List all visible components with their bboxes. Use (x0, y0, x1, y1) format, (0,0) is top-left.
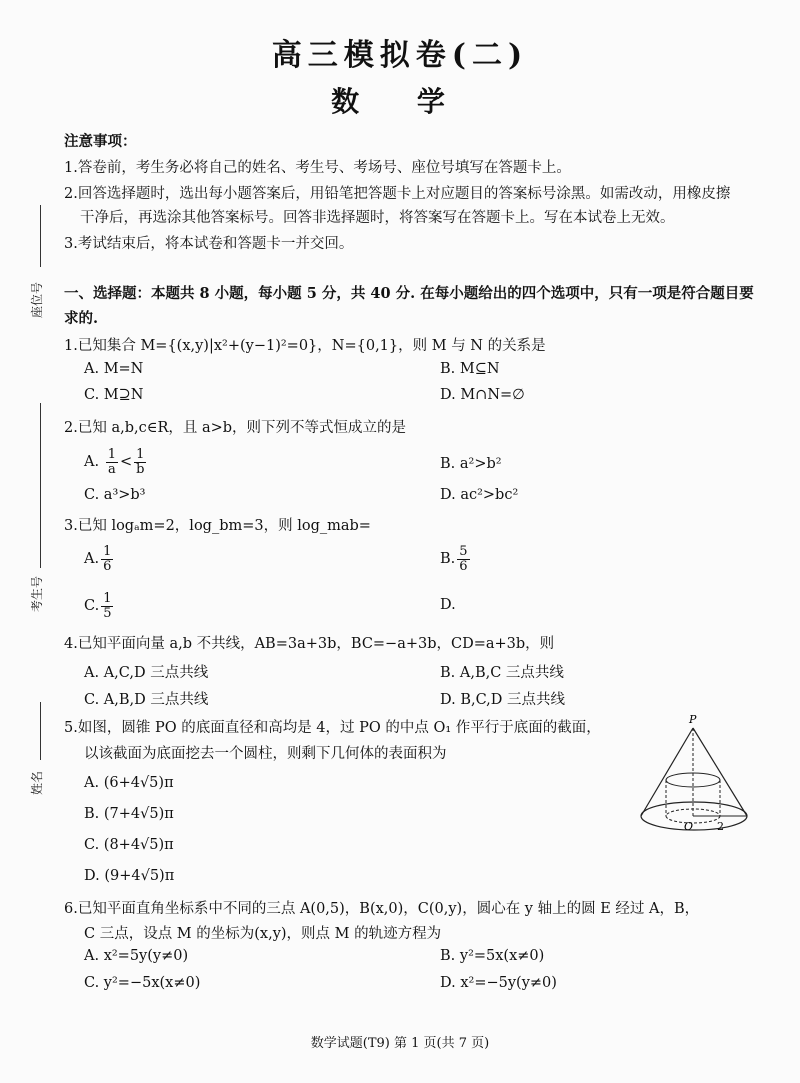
q3-option-a: A. $\frac{1}{6}$ (84, 544, 112, 574)
q3-stem: 3.已知 logₐm=2，log_bm=3，则 log_mab= (64, 518, 371, 534)
q3-option-c: C. $\frac{1}{5}$ (84, 591, 112, 621)
q5-stem-cont: 以该截面为底面挖去一个圆柱，则剩下几何体的表面积为 (84, 746, 447, 762)
q6-option-b: B. y²=5x(x≠0) (440, 948, 545, 964)
notice-item: 2.回答选择题时，选出每小题答案后，用铅笔把答题卡上对应题目的答案标号涂黑。如需改动，用橡皮擦 (64, 186, 731, 202)
q4-stem: 4.已知平面向量 a,b 不共线，AB=3a+3b，BC=−a+3b，CD=a+3b，则 (64, 636, 555, 652)
q6-stem-cont: C 三点，设点 M 的坐标为(x,y)，则点 M 的轨迹方程为 (84, 926, 442, 942)
q5-option-a: A. (6+4√5)π (84, 775, 174, 791)
notice-heading: 注意事项： (64, 133, 137, 150)
q2-option-b: B. a²>b² (440, 456, 502, 472)
q1-stem: 1.已知集合 M={(x,y)|x²+(y−1)²=0}，N={0,1}，则 M 与 N 的关系是 (64, 338, 546, 354)
q3-option-b: B. $\frac{5}{6}$ (440, 544, 468, 574)
q6-option-a: A. x²=5y(y≠0) (84, 948, 189, 964)
exam-title: 高三模拟卷(二) (271, 38, 529, 73)
q4-option-c: C. A,B,D 三点共线 (84, 692, 209, 708)
q3-option-d: D. (440, 597, 456, 613)
section-heading: 一、选择题：本题共 8 小题，每小题 5 分，共 40 分. 在每小题给出的四个选项中，只有一项是符合题目要 (64, 285, 754, 302)
seat-label: 座位号 (30, 281, 44, 318)
q5-stem: 5.如图，圆锥 PO 的底面直径和高均是 4，过 PO 的中点 O₁ 作平行于底面的截面， (64, 720, 601, 736)
page-footer: 数学试题(T9) 第 1 页(共 7 页) (310, 1036, 490, 1051)
section-heading-cont: 求的. (64, 310, 99, 327)
q1-option-c: C. M⊇N (84, 387, 144, 403)
exam-no-label: 考生号 (30, 575, 44, 612)
q2-option-a: A. $\frac{1}{a}$ < $\frac{1}{b}$ (84, 447, 145, 477)
q6-option-c: C. y²=−5x(x≠0) (84, 975, 201, 991)
q2-option-c: C. a³>b³ (84, 487, 146, 503)
name-line (40, 702, 41, 760)
subject-title: 数 学 (331, 85, 469, 118)
name-label: 姓名 (30, 770, 44, 795)
cone-apex-label: P (689, 713, 697, 726)
q5-option-b: B. (7+4√5)π (84, 806, 174, 822)
q4-option-a: A. A,C,D 三点共线 (84, 665, 209, 681)
q4-option-d: D. B,C,D 三点共线 (440, 692, 566, 708)
cone-figure (635, 712, 755, 842)
cone-left-edge (641, 728, 693, 816)
q1-option-a: A. M=N (84, 361, 144, 377)
cone-center-label: O (684, 820, 694, 833)
notice-item: 干净后，再选涂其他答案标号。回答非选择题时，将答案写在答题卡上。写在本试卷上无效。 (80, 210, 675, 226)
q2-stem: 2.已知 a,b,c∈R，且 a>b，则下列不等式恒成立的是 (64, 420, 407, 436)
q4-option-b: B. A,B,C 三点共线 (440, 665, 564, 681)
q2-option-d: D. ac²>bc² (440, 487, 519, 503)
q6-stem: 6.已知平面直角坐标系中不同的三点 A(0,5)，B(x,0)，C(0,y)，圆心在 y 轴上的圆 E 经过 A，B， (64, 901, 700, 917)
exam-no-line (40, 403, 41, 568)
q1-option-d: D. M∩N=∅ (440, 387, 525, 403)
q5-option-d: D. (9+4√5)π (84, 868, 175, 884)
notice-item: 1.答卷前，考生务必将自己的姓名、考生号、考场号、座位号填写在答题卡上。 (64, 160, 571, 176)
cone-radius-label: 2 (717, 820, 724, 833)
seat-line (40, 205, 41, 267)
q6-option-d: D. x²=−5y(y≠0) (440, 975, 557, 991)
notice-item: 3.考试结束后，将本试卷和答题卡一并交回。 (64, 236, 354, 252)
q1-option-b: B. M⊆N (440, 361, 500, 377)
q5-option-c: C. (8+4√5)π (84, 837, 174, 853)
